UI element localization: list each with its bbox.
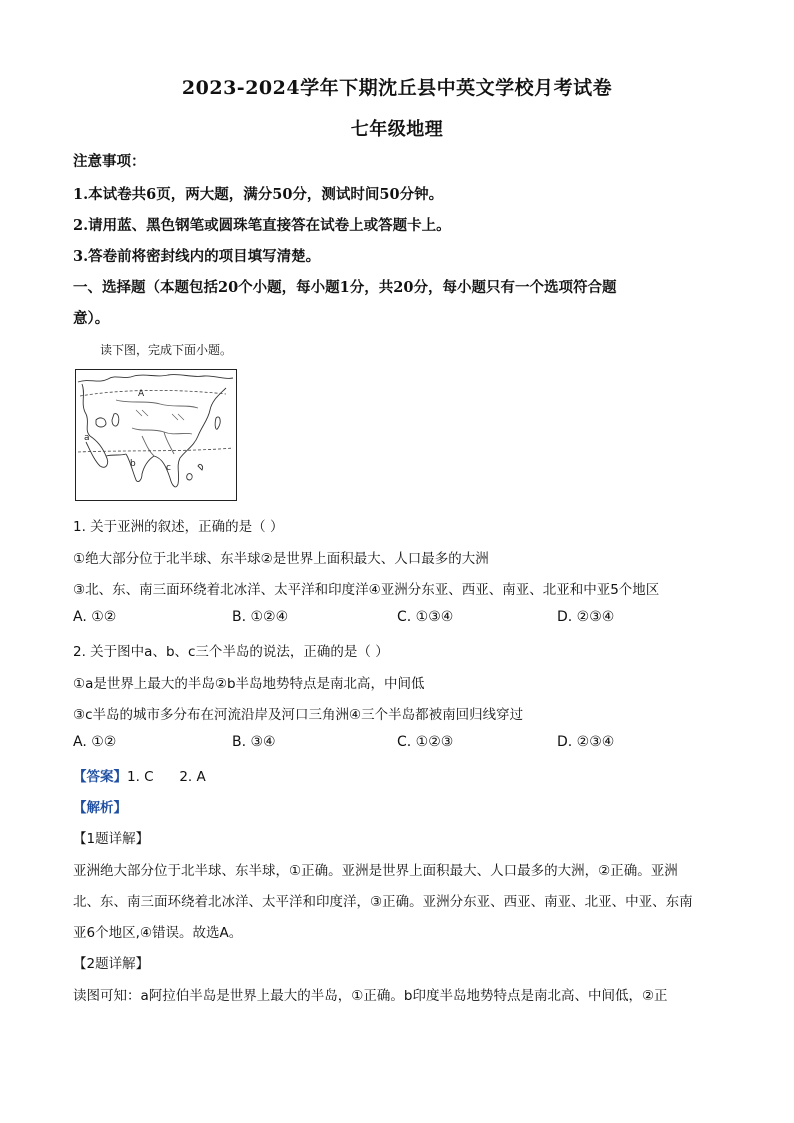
notice-item-1: 1.本试卷共6页，两大题，满分50分，测试时间50分钟。 (73, 186, 444, 203)
q2-option-b[interactable]: B. ③④ (232, 734, 276, 750)
q1-statement-2: ③北、东、南三面环绕着北冰洋、太平洋和印度洋④亚洲分东亚、西亚、南亚、北亚和中亚5个地区 (73, 582, 660, 598)
q2-statement-1: ①a是世界上最大的半岛②b半岛地势特点是南北高，中间低 (73, 676, 425, 692)
detail-1-tag: 【1题详解】 (73, 831, 150, 847)
answer-tag: 【答案】 (73, 769, 127, 785)
notice-item-3: 3.答卷前将密封线内的项目填写清楚。 (73, 248, 321, 265)
answer-line (73, 765, 206, 785)
notice-item-2: 2.请用蓝、黑色钢笔或圆珠笔直接答在试卷上或答题卡上。 (73, 217, 451, 234)
exam-title: 2023-2024学年下期沈丘县中英文学校月考试卷 (181, 77, 613, 99)
map-instruction: 读下图，完成下面小题。 (100, 343, 233, 357)
notice-heading: 注意事项： (73, 153, 146, 170)
q1-option-c[interactable]: C. ①③④ (397, 609, 454, 625)
asia-map (75, 369, 237, 501)
q2-option-d[interactable]: D. ②③④ (557, 734, 615, 750)
q2-statement-2: ③c半岛的城市多分布在河流沿岸及河口三角洲④三个半岛都被南回归线穿过 (73, 707, 524, 723)
map-label-b: b (130, 459, 136, 469)
q1-stem: 1. 关于亚洲的叙述，正确的是（ ） (73, 519, 284, 535)
q1-statement-1: ①绝大部分位于北半球、东半球②是世界上面积最大、人口最多的大洲 (73, 551, 489, 567)
q2-stem: 2. 关于图中a、b、c三个半岛的说法，正确的是（ ） (73, 644, 389, 660)
map-label-A: A (138, 389, 145, 399)
map-label-a: a (84, 433, 90, 443)
exam-subtitle: 七年级地理 (350, 119, 444, 140)
detail-2-line-1: 读图可知：a阿拉伯半岛是世界上最大的半岛，①正确。b印度半岛地势特点是南北高、中间低，②正 (73, 988, 668, 1004)
answer-text: 1. C 2. A (127, 769, 206, 785)
q2-option-a[interactable]: A. ①② (73, 734, 117, 750)
map-label-c: c (166, 463, 171, 473)
q1-option-b[interactable]: B. ①②④ (232, 609, 289, 625)
detail-2-tag: 【2题详解】 (73, 956, 150, 972)
q1-option-d[interactable]: D. ②③④ (557, 609, 615, 625)
q1-option-a[interactable]: A. ①② (73, 609, 117, 625)
section-heading: 一、选择题（本题包括20个小题，每小题1分，共20分，每小题只有一个选项符合题 (73, 279, 617, 296)
q2-option-c[interactable]: C. ①②③ (397, 734, 454, 750)
detail-1-line-1: 亚洲绝大部分位于北半球、东半球，①正确。亚洲是世界上面积最大、人口最多的大洲，②正确。亚洲 (73, 863, 678, 879)
detail-1-line-3: 亚6个地区,④错误。故选A。 (73, 925, 243, 941)
detail-1-line-2: 北、东、南三面环绕着北冰洋、太平洋和印度洋，③正确。亚洲分东亚、西亚、南亚、北亚、中亚、东南 (73, 894, 693, 910)
section-heading-cont: 意）。 (73, 310, 110, 327)
asia-map-drawing (76, 370, 235, 499)
analysis-tag: 【解析】 (73, 800, 127, 816)
